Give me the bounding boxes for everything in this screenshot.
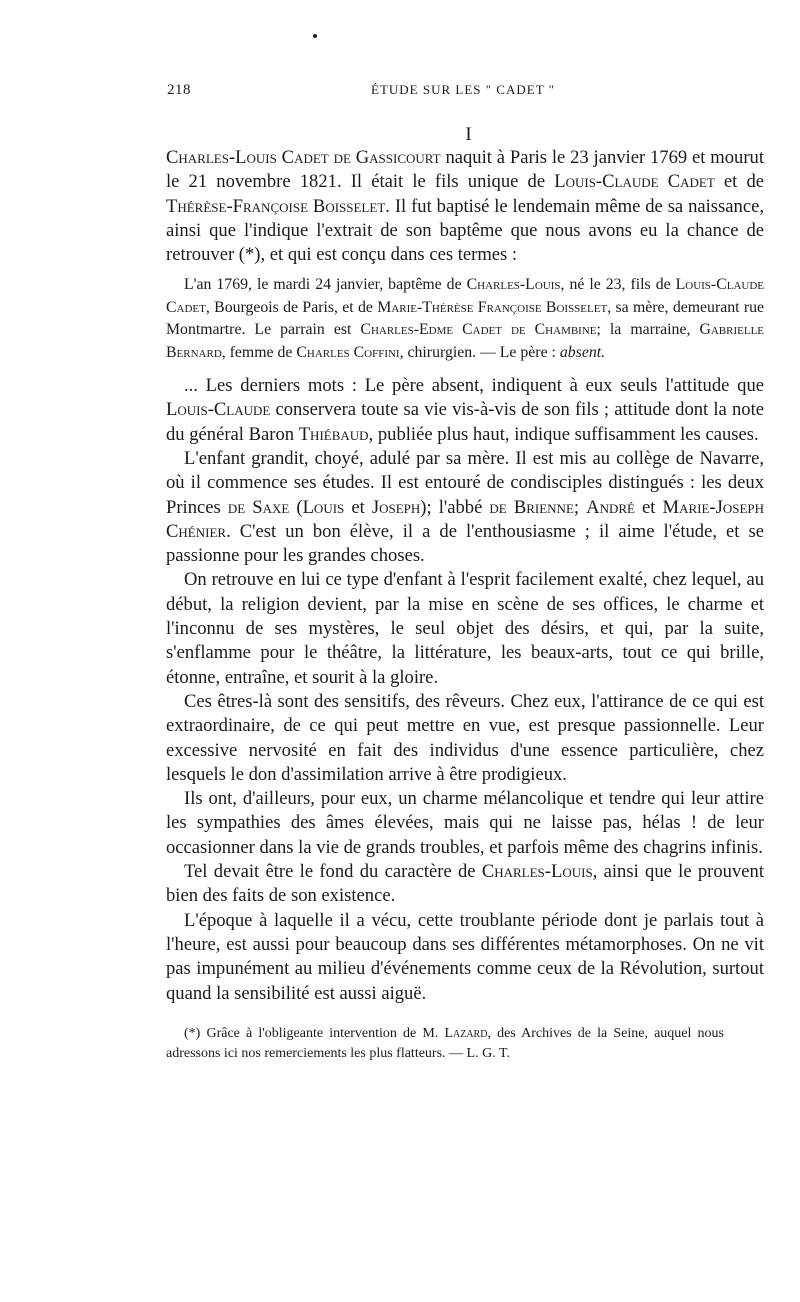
text-run: , sa mère, demeurant rue Montmartre. Le parrain est xyxy=(166,298,765,339)
paragraph xyxy=(166,447,764,568)
text-run: , ainsi que le prouvent bien des faits de son existence. xyxy=(166,861,764,907)
paragraph xyxy=(166,787,764,860)
paragraph-intro xyxy=(166,146,764,267)
paragraph xyxy=(166,374,764,447)
small-caps-name: Lazard xyxy=(444,1025,488,1041)
text-run: Tel devait être le fond du caractère de xyxy=(184,861,482,883)
text-run: naquit à Paris le 23 janvier 1769 et mourut le 21 novembre 1821. Il était le fils unique de xyxy=(166,147,764,193)
small-caps-name: Charles-Edme Cadet de Chambine xyxy=(360,321,597,339)
small-caps-name: Charles-Louis xyxy=(466,276,561,294)
text-body xyxy=(166,146,764,1064)
text-run: (*) Grâce à l'obligeante intervention de M. xyxy=(184,1025,445,1041)
text-run: conservera toute sa vie vis-à-vis de son fils ; attitude dont la note du général Baron xyxy=(166,399,764,445)
small-caps-name: Charles Coffini xyxy=(296,343,400,361)
text-run: , Bourgeois de Paris, et de xyxy=(205,298,378,316)
text-run: et de xyxy=(714,171,764,193)
small-caps-name: Marie-Thérèse Françoise Boisselet xyxy=(377,298,608,316)
small-caps-name: Charles-Louis Cadet de Gassicourt xyxy=(166,147,441,168)
ink-speck xyxy=(313,34,317,38)
text-run: L'époque à laquelle il a vécu, cette troublante période dont je parlais tout à l'heure, est aussi pour beaucoup dans ses différentes métamorphoses. On ne vit pas impunément au milieu d'événements comme ceux de la Révolution, surtout quand la sensibilité est aussi aiguë. xyxy=(166,909,764,1004)
text-run: , des Archives de la Seine, auquel nous adressons ici nos remerciements les plus flatteurs. — L. G. T. xyxy=(166,1025,724,1061)
text-run: ... Les derniers mots : Le père absent, indiquent à eux seuls l'attitude que xyxy=(184,375,764,397)
small-caps-name: Charles-Louis xyxy=(481,861,593,883)
text-run: Ils ont, d'ailleurs, pour eux, un charme mélancolique et tendre qui leur attire les sympathies des âmes élevées, mais qui ne laisse pas, hélas ! de leur occasionner dans la vie de grands troubles, et parfois même des chagrins infinis. xyxy=(166,788,764,858)
text-run: ; la marraine, xyxy=(596,321,700,339)
text-run: L'an 1769, le mardi 24 janvier, baptême de xyxy=(184,276,467,294)
chapter-number: I xyxy=(465,124,472,145)
text-run: , chirurgien. — Le père : xyxy=(399,343,560,361)
text-run: ); l'abbé xyxy=(420,496,490,518)
running-title: ÉTUDE SUR LES " CADET " xyxy=(371,82,555,97)
paragraph xyxy=(166,690,764,787)
small-caps-name: Louis-Claude Cadet xyxy=(554,171,715,193)
text-run: , femme de xyxy=(221,343,297,361)
small-caps-name: Gabrielle Bernard xyxy=(166,321,765,361)
small-caps-name: de Brienne xyxy=(489,496,574,518)
small-caps-name: Louis-Claude Cadet xyxy=(166,276,764,316)
text-run: ; xyxy=(573,496,587,518)
small-caps-name: Joseph xyxy=(371,496,421,518)
text-run: ( xyxy=(289,496,303,518)
small-caps-name: Louis xyxy=(302,496,345,518)
footnote-block xyxy=(166,1024,764,1064)
italic-text: absent. xyxy=(559,343,606,361)
paragraph xyxy=(166,909,764,1006)
text-run: L'enfant grandit, choyé, adulé par sa mère. Il est mis au collège de Navarre, où il commence ses études. Il est entouré de condisciples distingués : les deux Princes xyxy=(166,448,764,518)
text-run: , né le 23, fils de xyxy=(560,276,676,294)
baptism-extract xyxy=(166,274,764,364)
footnote xyxy=(166,1024,724,1064)
paragraph xyxy=(166,568,764,689)
small-caps-name: Marie-Joseph Chénier xyxy=(166,496,765,542)
small-caps-name: Thérèse-Françoise Boisselet xyxy=(166,195,386,217)
text-run: et xyxy=(634,496,663,518)
text-run: On retrouve en lui ce type d'enfant à l'esprit facilement exalté, chez lequel, au début, la religion devient, par la mise en scène de ses offices, le charme et l'inconnu de ses mystères, le seul objet des désirs, et qui, par la suite, s'enflamme pour le théâtre, la littérature, les beaux-arts, tout ce qui brille, étonne, entraîne, et sourit à la gloire. xyxy=(166,569,764,688)
small-caps-name: de Saxe xyxy=(227,496,290,518)
small-caps-name: Thiébaud xyxy=(298,423,369,445)
small-caps-name: André xyxy=(586,496,635,518)
page-number: 218 xyxy=(167,82,191,98)
text-run: Ces êtres-là sont des sensitifs, des rêveurs. Chez eux, l'attirance de ce qui est extraordinaire, de ce qui peut mettre en vue, est presque passionnelle. Leur excessive nervosité en fait des individus d'une essence particulière, chez lesquels le don d'assimilation arrive à être prodigieux. xyxy=(166,690,764,785)
paragraph xyxy=(166,860,764,909)
text-run: . Il fut baptisé le lendemain même de sa naissance, ainsi que l'indique l'extrait de son baptême que nous avons eu la chance de retrouver (*), et qui est conçu dans ces termes : xyxy=(166,195,764,266)
small-caps-name: Louis-Claude xyxy=(166,399,271,421)
text-run: . C'est un bon élève, il a de l'enthousiasme ; il aime l'étude, et se passionne pour les grandes choses. xyxy=(166,520,764,567)
text-run: , publiée plus haut, indique suffisamment les causes. xyxy=(368,423,759,445)
text-run: et xyxy=(344,496,372,518)
